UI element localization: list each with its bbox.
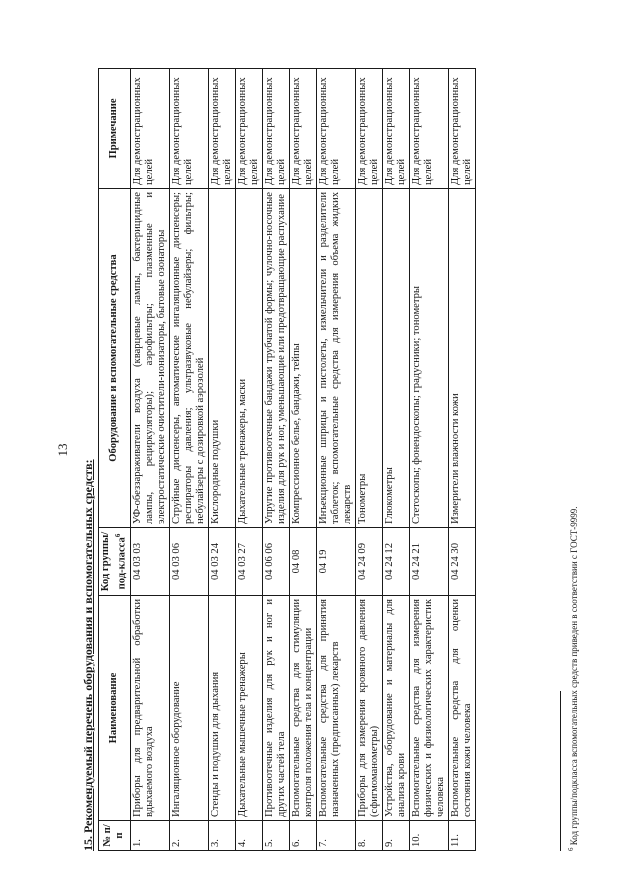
section-caption: 15. Рекомендуемый перечень оборудования и вспомогательных средств: bbox=[81, 459, 95, 851]
row-code: 04 24 09 bbox=[355, 528, 382, 596]
row-number: 5. bbox=[262, 821, 289, 851]
row-equipment: Стетоскопы; фонендоскопы; градусники; тонометры bbox=[409, 189, 448, 528]
header-equipment: Оборудование и вспомогательные средства bbox=[99, 189, 131, 528]
row-note: Для демонстрационных целей bbox=[355, 69, 382, 189]
footnote-marker: 6 bbox=[567, 847, 575, 851]
row-number: 10. bbox=[409, 821, 448, 851]
row-name: Вспомогательные средства для измерения физических и физиологических характеристик человека bbox=[409, 596, 448, 821]
row-note: Для демонстрационных целей bbox=[409, 69, 448, 189]
row-code: 04 24 30 bbox=[448, 528, 475, 596]
row-number: 2. bbox=[169, 821, 208, 851]
row-number: 9. bbox=[382, 821, 409, 851]
row-code: 04 19 bbox=[316, 528, 355, 596]
row-number: 3. bbox=[208, 821, 235, 851]
row-equipment: Дыхательные тренажеры, маски bbox=[235, 189, 262, 528]
row-equipment: Глюкометры bbox=[382, 189, 409, 528]
header-code-text: Код группы/под-класса bbox=[100, 531, 128, 592]
row-note: Для демонстрационных целей bbox=[130, 69, 169, 189]
row-number: 11. bbox=[448, 821, 475, 851]
row-number: 8. bbox=[355, 821, 382, 851]
row-equipment: Тонометры bbox=[355, 189, 382, 528]
row-number: 6. bbox=[289, 821, 316, 851]
row-note: Для демонстрационных целей bbox=[289, 69, 316, 189]
table-row bbox=[235, 69, 262, 851]
row-name: Вспомогательные средства для оценки состояния кожи человека bbox=[448, 596, 475, 821]
rotated-content bbox=[55, 45, 590, 855]
row-number: 4. bbox=[235, 821, 262, 851]
table-row bbox=[355, 69, 382, 851]
row-code: 04 06 06 bbox=[262, 528, 289, 596]
row-name: Вспомогательные средства для принятия назначенных (предписанных) лекарств bbox=[316, 596, 355, 821]
table-row bbox=[316, 69, 355, 851]
row-equipment: УФ-обеззараживатели воздуха (кварцевые лампы, бактерицидные лампы, рециркуляторы); аэрофильтры; плазменные и электростатические очистители-ионизаторы, бытовые озонаторы bbox=[130, 189, 169, 528]
equipment-table bbox=[98, 68, 476, 851]
page-number: 13 bbox=[55, 443, 70, 457]
row-name: Стенды и подушки для дыхания bbox=[208, 596, 235, 821]
row-code: 04 03 24 bbox=[208, 528, 235, 596]
row-note: Для демонстрационных целей bbox=[448, 69, 475, 189]
table-row bbox=[409, 69, 448, 851]
table-body bbox=[130, 69, 475, 851]
row-name: Ингаляционное оборудование bbox=[169, 596, 208, 821]
header-code-footnote-mark: 6 bbox=[114, 533, 122, 538]
table-header-row bbox=[99, 69, 131, 851]
table-row bbox=[382, 69, 409, 851]
row-code: 04 24 21 bbox=[409, 528, 448, 596]
table-row bbox=[169, 69, 208, 851]
row-name: Устройства, оборудование и материалы для анализа крови bbox=[382, 596, 409, 821]
row-name: Приборы для измерения кровяного давления (сфигмоманометры) bbox=[355, 596, 382, 821]
row-code: 04 03 27 bbox=[235, 528, 262, 596]
row-equipment: Компрессионное белье, бандажи, тейпы bbox=[289, 189, 316, 528]
row-code: 04 03 03 bbox=[130, 528, 169, 596]
row-name: Приборы для предварительной обработки вдыхаемого воздуха bbox=[130, 596, 169, 821]
table-row bbox=[208, 69, 235, 851]
header-name: Наименование bbox=[99, 596, 131, 821]
row-equipment: Инъекционные шприцы и пистолеты, измельчители и разделители таблеток; вспомогательные средства для измерения объема жидких лекарств bbox=[316, 189, 355, 528]
row-code: 04 03 06 bbox=[169, 528, 208, 596]
footnote-rule bbox=[560, 691, 561, 851]
row-equipment: Кислородные подушки bbox=[208, 189, 235, 528]
row-code: 04 08 bbox=[289, 528, 316, 596]
table-row bbox=[262, 69, 289, 851]
footnote bbox=[567, 71, 579, 851]
header-code bbox=[99, 528, 131, 596]
row-equipment: Измерители влажности кожи bbox=[448, 189, 475, 528]
row-name: Противоотечные изделия для рук и ног и других частей тела bbox=[262, 596, 289, 821]
footnote-text: Код группы/подкласса вспомогательных средств приведен в соответствии с ГОСТ-9999. bbox=[569, 506, 579, 846]
table-row bbox=[130, 69, 169, 851]
row-code: 04 24 12 bbox=[382, 528, 409, 596]
header-num: № п/п bbox=[99, 821, 131, 851]
row-name: Вспомогательные средства для стимуляции контроля положения тела и концентрации bbox=[289, 596, 316, 821]
row-note: Для демонстрационных целей bbox=[316, 69, 355, 189]
row-name: Дыхательные мышечные тренажеры bbox=[235, 596, 262, 821]
row-note: Для демонстрационных целей bbox=[208, 69, 235, 189]
row-note: Для демонстрационных целей bbox=[169, 69, 208, 189]
row-equipment: Упругие противоотечные бандажи трубчатой формы; чулочно-носочные изделия для рук и ног, уменьшающие или предотвращающие распухание bbox=[262, 189, 289, 528]
row-number: 1. bbox=[130, 821, 169, 851]
row-note: Для демонстрационных целей bbox=[262, 69, 289, 189]
table-row bbox=[289, 69, 316, 851]
row-note: Для демонстрационных целей bbox=[382, 69, 409, 189]
table-row bbox=[448, 69, 475, 851]
row-equipment: Струйные диспенсеры, автоматические ингаляционные диспенсеры; респираторы давления; ультразвуковые небулайзеры; фильтры; небулайзеры с дозировкой аэрозолей bbox=[169, 189, 208, 528]
row-note: Для демонстрационных целей bbox=[235, 69, 262, 189]
row-number: 7. bbox=[316, 821, 355, 851]
header-note: Примечание bbox=[99, 69, 131, 189]
